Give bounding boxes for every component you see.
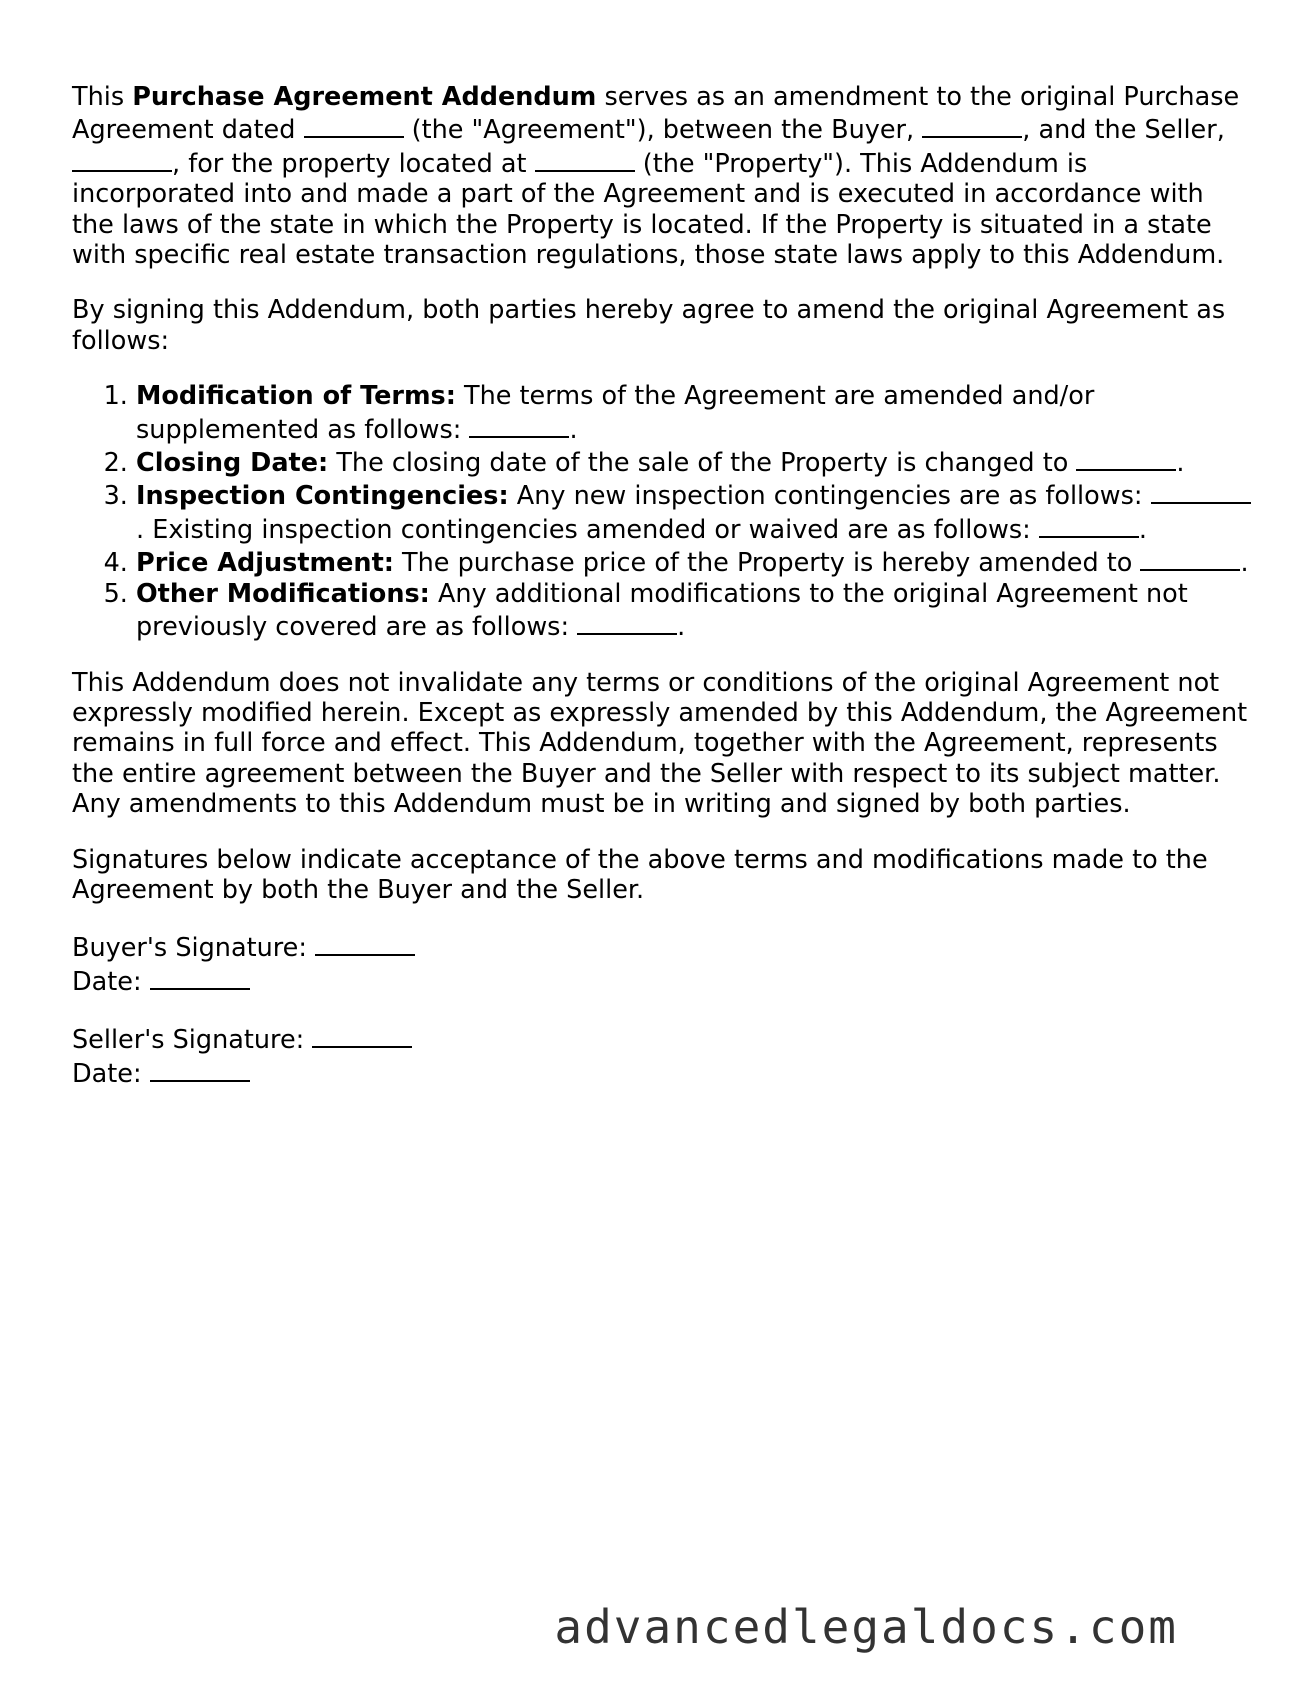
list-item bbox=[136, 445, 1252, 478]
item-title: Other Modifications: bbox=[136, 578, 430, 609]
existing-inspection-blank[interactable] bbox=[1039, 512, 1139, 538]
list-item bbox=[136, 579, 1252, 643]
item-text: Any new inspection contingencies are as follows: bbox=[508, 481, 1151, 512]
buyer-date-blank[interactable] bbox=[150, 964, 250, 990]
document-body bbox=[72, 82, 1252, 1114]
watermark-footer: advancedlegaldocs.com bbox=[554, 1600, 1178, 1654]
agreement-paragraph: By signing this Addendum, both parties hereby agree to amend the original Agreement as follows: bbox=[72, 295, 1226, 356]
item-text: . bbox=[1240, 548, 1249, 579]
item-title: Inspection Contingencies: bbox=[136, 481, 509, 512]
list-item bbox=[136, 381, 1252, 445]
intro-text: , and the Seller, bbox=[1022, 115, 1225, 146]
list-item bbox=[136, 545, 1252, 578]
item-title: Closing Date: bbox=[136, 448, 329, 479]
intro-text: , for the property located at bbox=[172, 148, 535, 179]
new-inspection-blank[interactable] bbox=[1151, 478, 1251, 504]
modification-terms-blank[interactable] bbox=[469, 412, 569, 438]
item-text: Any additional modifications to the original Agreement not previously covered are as follows: bbox=[136, 578, 1188, 643]
buyer-signature-block bbox=[72, 930, 1252, 997]
seller-signature-block bbox=[72, 1022, 1252, 1089]
intro-paragraph bbox=[72, 82, 1252, 270]
seller-date-line bbox=[72, 1056, 1252, 1089]
buyer-signature-label: Buyer's Signature: bbox=[72, 933, 316, 964]
intro-text: serves as an amendment to the original Purchase Agreement dated bbox=[72, 82, 1240, 146]
buyer-name-blank[interactable] bbox=[922, 112, 1022, 138]
item-text: . Existing inspection contingencies amended or waived are as follows: bbox=[136, 514, 1039, 545]
buyer-signature-line bbox=[72, 930, 1252, 963]
item-text: The purchase price of the Property is hereby amended to bbox=[393, 548, 1141, 579]
intro-text: (the "Agreement"), between the Buyer, bbox=[403, 115, 923, 146]
seller-name-blank[interactable] bbox=[72, 146, 172, 172]
amendments-list bbox=[72, 381, 1252, 642]
item-title: Price Adjustment: bbox=[136, 548, 394, 579]
item-text: The closing date of the sale of the Property is changed to bbox=[328, 448, 1077, 479]
seller-signature-label: Seller's Signature: bbox=[72, 1025, 313, 1056]
intro-text: (the "Property"). This Addendum is incorporated into and made a part of the Agreement and is executed in accordance with the laws of the state in which the Property is located. If the Property is situated in a state with specific real estate transaction regulations, those state laws apply to this Addendum. bbox=[72, 148, 1225, 271]
item-title: Modification of Terms: bbox=[136, 381, 456, 412]
document-title: Purchase Agreement Addendum bbox=[132, 82, 597, 112]
item-text: . bbox=[677, 612, 686, 643]
item-text: . bbox=[569, 414, 578, 445]
price-blank[interactable] bbox=[1140, 545, 1240, 571]
intro-text: This bbox=[72, 82, 133, 112]
seller-date-label: Date: bbox=[72, 1058, 150, 1089]
agreement-date-blank[interactable] bbox=[304, 112, 404, 138]
item-text: . bbox=[1138, 514, 1147, 545]
buyer-date-line bbox=[72, 964, 1252, 997]
acceptance-paragraph: Signatures below indicate acceptance of the above terms and modifications made to the Agreement by both the Buyer and the Seller. bbox=[72, 844, 1208, 905]
property-address-blank[interactable] bbox=[535, 146, 635, 172]
closing-date-blank[interactable] bbox=[1076, 445, 1176, 471]
seller-signature-blank[interactable] bbox=[312, 1022, 412, 1048]
buyer-date-label: Date: bbox=[72, 966, 150, 997]
other-modifications-blank[interactable] bbox=[577, 609, 677, 635]
effect-paragraph: This Addendum does not invalidate any terms or conditions of the original Agreement not expressly modified herein. Except as expressly amended by this Addendum, the Agreement remains in full force and effect. This Addendum, together with the Agreement, represents the entire agreement between the Buyer and the Seller with respect to its subject matter. Any amendments to this Addendum must be in writing and signed by both parties. bbox=[72, 667, 1248, 820]
buyer-signature-blank[interactable] bbox=[315, 930, 415, 956]
list-item bbox=[136, 478, 1252, 545]
item-text: . bbox=[1176, 448, 1185, 479]
seller-date-blank[interactable] bbox=[150, 1056, 250, 1082]
seller-signature-line bbox=[72, 1022, 1252, 1055]
item-text: The terms of the Agreement are amended and/or supplemented as follows: bbox=[136, 381, 1095, 445]
